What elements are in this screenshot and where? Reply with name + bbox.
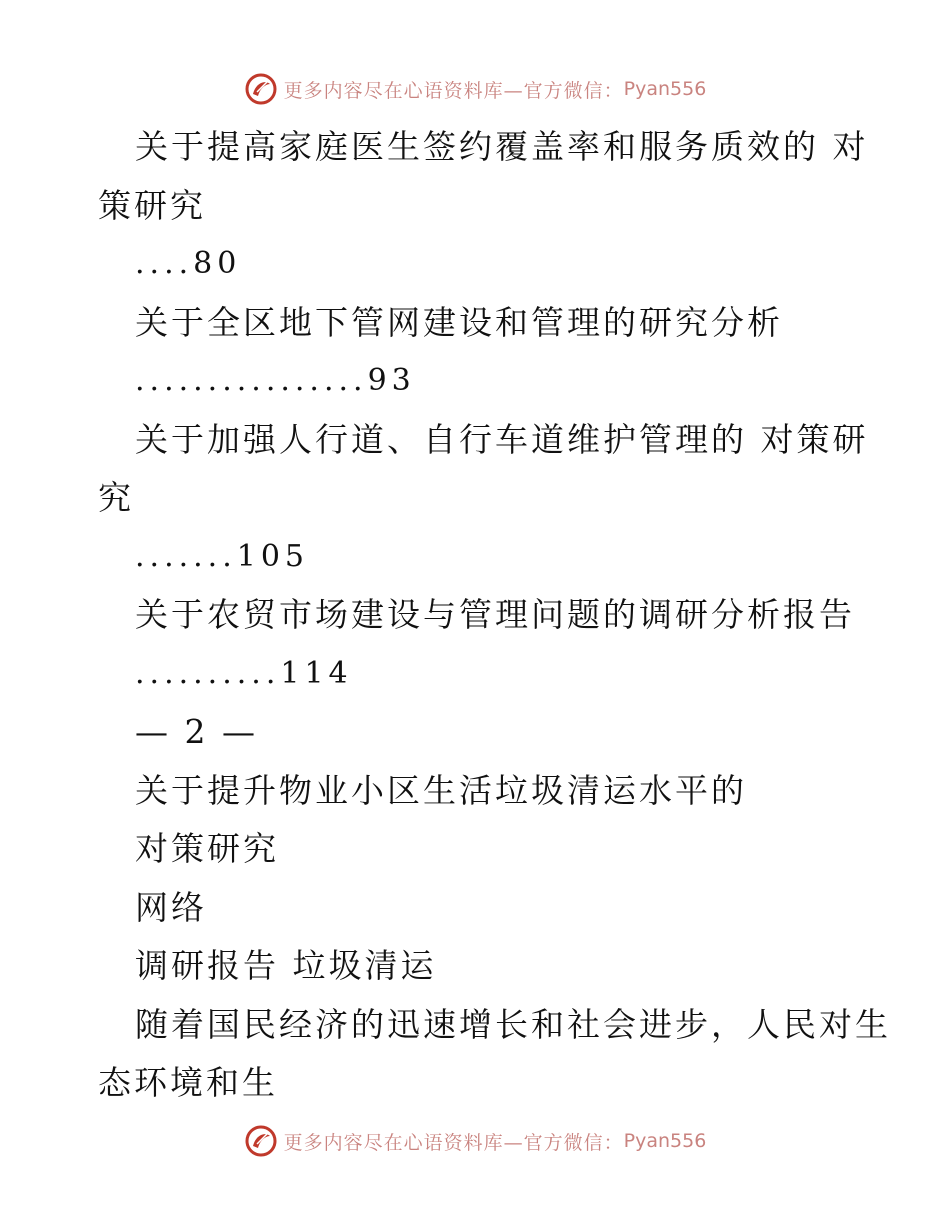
header-watermark [0,72,950,106]
toc-entry-title: 关于提高家庭医生签约覆盖率和服务质效的 对 [135,127,869,166]
toc-entry-title-cont: 究 [98,478,134,517]
watermark-wechat: Pyan556 [623,1130,707,1152]
article-source: 网络 [135,887,207,927]
watermark-text: 更多内容尽在心语资料库—官方微信： [283,1131,624,1154]
toc-entry-title-cont: 策研究 [98,185,206,225]
watermark-text: 更多内容尽在心语资料库—官方微信： [283,79,624,102]
document-body [98,118,891,1113]
footer-watermark [0,1124,950,1158]
toc-entry-page: .......105 [135,538,310,574]
toc-entry-title: 关于全区地下管网建设和管理的研究分析 [135,302,783,342]
body-paragraph: 随着国民经济的迅速增长和社会进步，人民对生 [135,1004,891,1044]
watermark-wechat: Pyan556 [623,78,707,100]
article-title-cont: 对策研究 [135,829,279,868]
toc-entry-page: ..........114 [135,655,353,691]
page-number: — 2 — [135,712,258,751]
toc-entry-title: 关于农贸市场建设与管理问题的调研分析报告 [135,595,855,634]
article-title: 关于提升物业小区生活垃圾清运水平的 [135,770,747,810]
logo-icon [244,72,278,106]
toc-entry-page: ....80 [135,246,242,281]
body-paragraph-cont: 态环境和生 [98,1063,278,1102]
toc-entry-title: 关于加强人行道、自行车道维护管理的 对策研 [135,419,869,459]
toc-entry-page: ................93 [135,363,416,398]
article-keywords: 调研报告 垃圾清运 [135,946,437,985]
logo-icon [244,1124,278,1158]
